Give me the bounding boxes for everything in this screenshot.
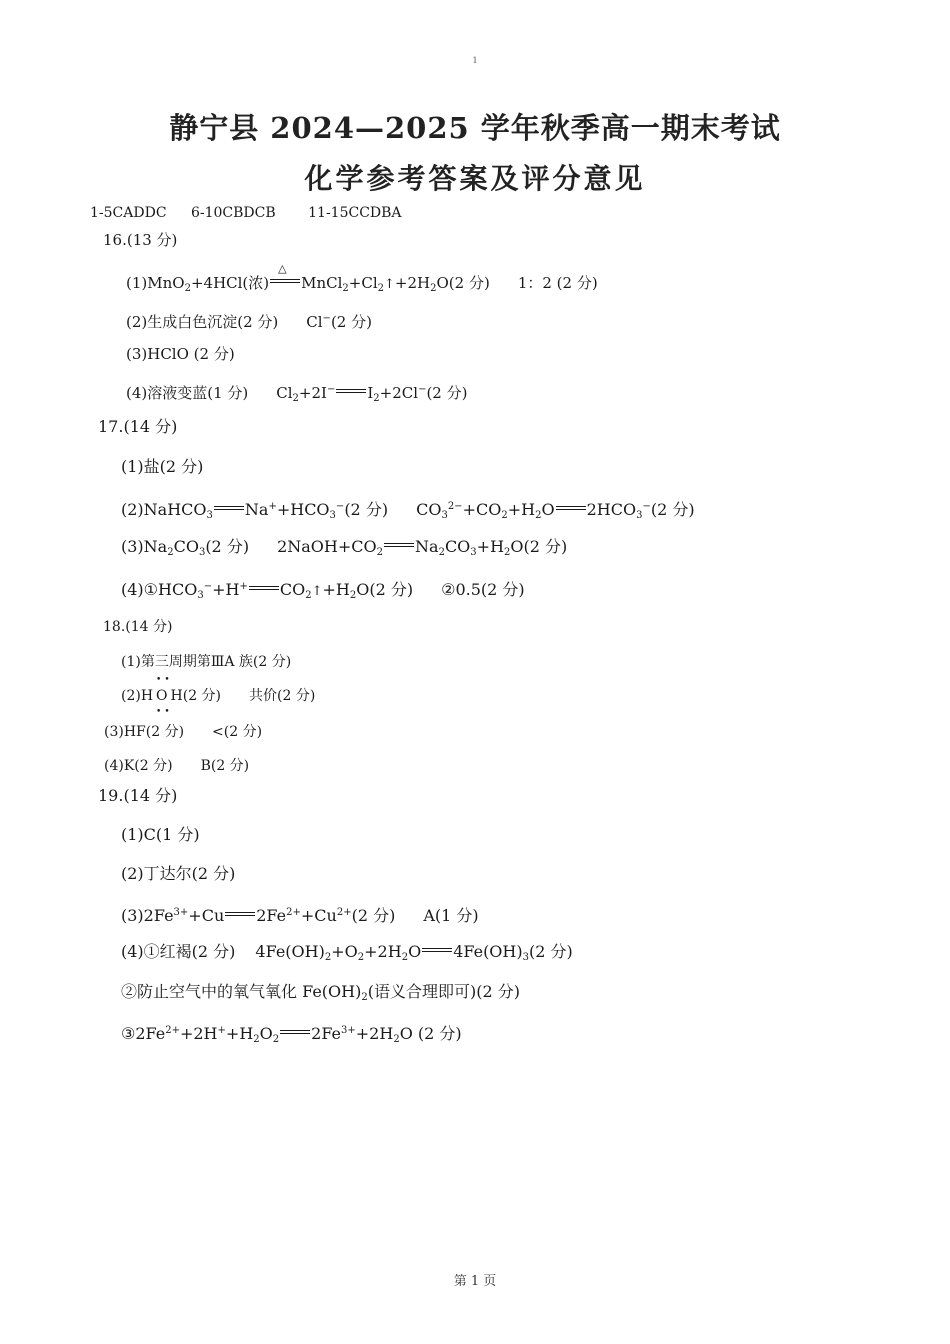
equals-sign	[422, 946, 452, 954]
q16-answer-1: (1)MnO$_2$+4HCl(浓) △ $MnCl_2+Cl_2↑+2H_2O(2$ 分) 1：2 (2 分)	[126, 262, 598, 294]
equals-sign	[225, 910, 255, 918]
q18-answer-2: (2)H•• O •• H(2 分) 共价(2 分)	[121, 686, 315, 706]
q17-heading: 17.(14 分)	[98, 417, 178, 436]
page-number: 第 1 页	[453, 1274, 497, 1289]
equals-sign	[214, 504, 244, 512]
q16-answer-3: (3)HClO (2 分)	[126, 345, 235, 363]
q19-answer-3: $(3)2Fe^{3+}+Cu$ $2Fe^{2+}+Cu^{2+}(2$ 分) A(1 分)	[121, 906, 479, 925]
q19-heading: 19.(14 分)	[98, 786, 178, 805]
mcq-group-2: 6-10CBDCB	[190, 205, 276, 221]
q18-answer-3: (3)HF(2 分) <(2 分)	[104, 724, 263, 740]
electron-dot-oxygen: •• O ••	[156, 686, 167, 706]
heat-equals-sign: △	[270, 277, 300, 285]
q18-heading: 18.(14 分)	[103, 619, 173, 635]
mcq-answers	[90, 203, 402, 223]
q19-answer-4c: $③2Fe^{2+}+2H^++H_2O_2$ $2Fe^{3+}+2H_2O$ (2 分)	[121, 1024, 462, 1045]
q17-answer-4: $(4)①HCO_3^-+H^+$ $CO_2↑+H_2O(2$ 分) ②0.5(2 分)	[121, 580, 525, 601]
q16-heading: 16.(13 分)	[103, 231, 178, 249]
answer-key-title: 化学参考答案及评分意见	[304, 162, 646, 195]
gas-arrow-icon: ↑	[311, 584, 323, 599]
header-mark: 1	[472, 56, 478, 65]
q19-answer-4: (4)①红褐(2 分) $4Fe(OH)_2+O_2+2H_2O$ $4Fe(OH)_3(2$ 分)	[121, 942, 573, 963]
equals-sign	[249, 584, 279, 592]
gas-arrow-icon: ↑	[384, 277, 395, 292]
q19-answer-2: (2)丁达尔(2 分)	[121, 864, 236, 883]
q18-answer-1: (1)第三周期第ⅢA 族(2 分)	[121, 654, 292, 670]
q19-answer-1: (1)C(1 分)	[121, 825, 200, 844]
q19-answer-4b: ②防止空气中的氧气氧化 $Fe(OH)_2$(语义合理即可)(2 分)	[121, 982, 520, 1003]
q17-answer-3: $(3)Na_2CO_3(2$ 分) $2NaOH+CO_2$ $Na_2CO_3+H_2O(2$ 分)	[121, 537, 568, 558]
exam-title: 静宁县 2024—2025 学年秋季高一期末考试	[169, 111, 781, 145]
equals-sign	[556, 504, 586, 512]
equals-sign	[384, 541, 414, 549]
q16-ratio: 1：2 (2 分)	[517, 274, 598, 292]
q18-answer-4: (4)K(2 分) B(2 分)	[104, 758, 250, 774]
equals-sign	[336, 387, 366, 395]
q17-answer-1: (1)盐(2 分)	[121, 457, 204, 476]
mcq-group-3: 11-15CCDBA	[308, 205, 402, 221]
q17-answer-2: (2)NaHCO$_3$ $Na^++HCO_3^-(2$ 分) $CO_3^{2-}+CO_2+H_2O$ $2HCO_3^-(2$ 分)	[121, 500, 695, 521]
q16-answer-2: (2)生成白色沉淀(2 分) Cl−(2 分)	[126, 313, 372, 331]
equals-sign	[280, 1028, 310, 1036]
mcq-group-1: 1-5CADDC	[90, 205, 167, 221]
q16-answer-4: (4)溶液变蓝(1 分) $Cl_2+2I^-$ $I_2+2Cl^-(2$ 分)	[126, 384, 468, 404]
